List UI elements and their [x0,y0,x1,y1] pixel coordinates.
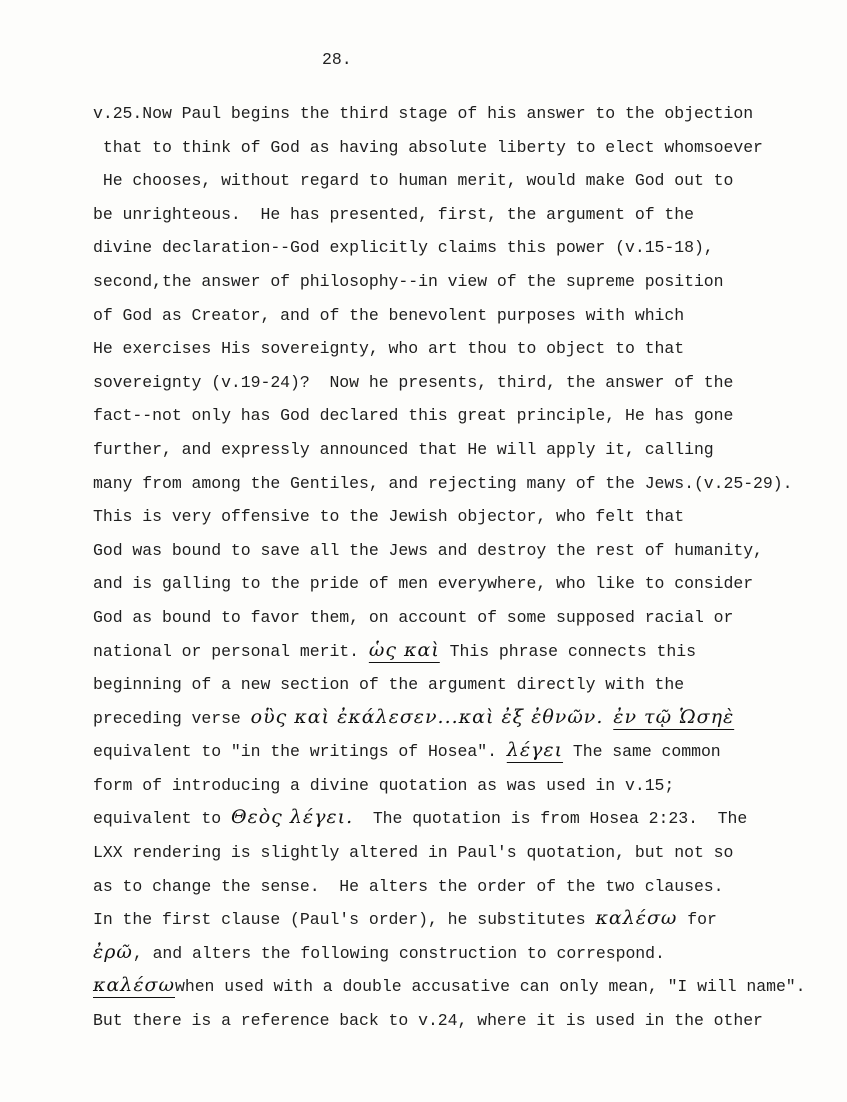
typed-text: further, and expressly announced that He will apply it, calling [93,439,714,459]
typed-text: v.25.Now Paul begins the third stage of his answer to the objection [93,104,754,123]
typed-text: that to think of God as having absolute liberty to elect whomsoever [93,137,763,157]
typed-text: of God as Creator, and of the benevolent purposes with which [93,305,685,325]
text-line [93,265,806,299]
typed-text: The same common [563,742,721,762]
text-line [93,366,806,400]
handwritten-greek: λέγει [506,739,564,762]
typed-text: In the first clause (Paul's order), he substitutes [93,910,596,930]
handwritten-greek: ὡς καὶ [368,638,440,661]
typed-text: , and alters the following construction to correspond. [132,943,665,963]
typed-text: for [677,910,717,930]
text-line [93,164,806,198]
text-line [93,433,806,467]
text-line [93,299,806,333]
typewritten-body [93,97,806,1038]
handwritten-greek: Θεὸς λέγει. [230,806,354,829]
handwritten-greek: καλέσω [595,907,678,930]
typed-text: equivalent to [93,809,231,829]
text-line [93,870,806,904]
typed-text: sovereignty (v.19-24)? Now he presents, third, the answer of the [93,372,734,392]
typed-text: The quotation is from Hosea 2:23. The [353,809,748,829]
typed-text: beginning of a new section of the argument directly with the [93,675,685,695]
text-line [93,1004,806,1038]
handwritten-greek: οὓς καὶ ἐκάλεσεν...καὶ ἐξ ἐθνῶν. [250,705,604,728]
text-line [93,668,806,702]
typed-text: preceding verse [93,708,251,728]
text-line [93,467,806,501]
text-line [93,836,806,870]
text-line [93,903,806,937]
typed-text: But there is a reference back to v.24, where it is used in the other [93,1011,763,1031]
typed-text: God was bound to save all the Jews and destroy the rest of humanity, [93,540,763,560]
typed-text: national or personal merit. [93,641,369,661]
text-line [93,534,806,568]
text-line [93,500,806,534]
text-line [93,131,806,165]
text-line [93,97,806,131]
text-line [93,735,806,769]
typed-text: God as bound to favor them, on account of some supposed racial or [93,607,734,627]
typed-text: He exercises His sovereignty, who art thou to object to that [93,339,685,359]
text-line [93,635,806,669]
typed-text: be unrighteous. He has presented, first, the argument of the [93,204,694,224]
typed-text: and is galling to the pride of men everywhere, who like to consider [93,574,754,594]
typed-text: form of introducing a divine quotation as was used in v.15; [93,775,675,795]
text-line [93,231,806,265]
typed-text: He chooses, without regard to human merit, would make God out to [93,171,734,191]
text-line [93,332,806,366]
text-line [93,399,806,433]
typed-text: This phrase connects this [439,641,696,661]
text-line [93,937,806,971]
typed-text: divine declaration--God explicitly claims this power (v.15-18), [93,238,714,258]
text-line [93,601,806,635]
text-line [93,702,806,736]
page-number: 28. [322,50,352,69]
typed-text: second,the answer of philosophy--in view of the supreme position [93,271,724,291]
typed-text: LXX rendering is slightly altered in Paul's quotation, but not so [93,843,734,863]
typed-text: when used with a double accusative can only mean, "I will name". [175,977,806,997]
text-line [93,198,806,232]
typed-text: This is very offensive to the Jewish objector, who felt that [93,507,685,527]
text-line [93,970,806,1004]
typed-text: as to change the sense. He alters the order of the two clauses. [93,876,724,896]
typed-text: fact--not only has God declared this great principle, He has gone [93,406,734,426]
handwritten-greek: καλέσω [93,974,175,997]
typed-text [603,709,613,728]
typed-text: many from among the Gentiles, and rejecting many of the Jews.(v.25-29). [93,473,793,493]
text-line [93,769,806,803]
text-line [93,567,806,601]
handwritten-greek: ἐρῶ [93,940,133,963]
handwritten-greek: ἐν τῷ Ὡσηὲ [613,705,735,728]
text-line [93,802,806,836]
typed-text: equivalent to "in the writings of Hosea". [93,742,507,762]
